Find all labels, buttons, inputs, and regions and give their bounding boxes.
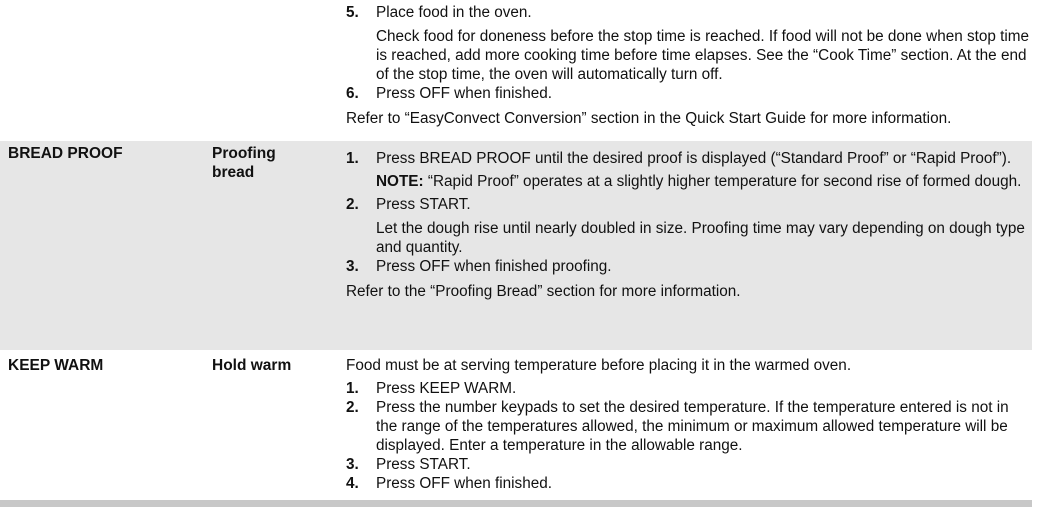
step-number: 6. [346,85,359,102]
step-number: 5. [346,4,359,21]
step-3 [346,257,1030,276]
step-1 [346,379,1030,398]
step-number: 1. [346,380,359,397]
step-3 [346,455,1030,474]
feature-name: KEEP WARM [8,357,104,374]
step-text: Press OFF when finished. [376,475,552,492]
step-1 [346,149,1030,191]
step-number: 3. [346,456,359,473]
table-bottom-rule [0,500,1032,507]
step-text: Press START. [376,196,471,213]
table-row-keep-warm [0,350,1032,500]
step-text: Press BREAD PROOF until the desired proof is displayed (“Standard Proof” or “Rapid Proof”). [376,150,1012,167]
step-number: 1. [346,150,359,167]
step-2 [346,195,1030,257]
step-2 [346,398,1030,455]
step-text: Press OFF when finished. [376,85,552,102]
step-text: Place food in the oven. [376,4,532,21]
step-detail: Let the dough rise until nearly doubled in size. Proofing time may vary depending on dough type and quantity. [376,220,1025,256]
step-detail: Check food for doneness before the stop time is reached. If food will not be done when stop time is reached, add more cooking time before time elapses. See the “Cook Time” section. At the end of the stop time, the oven will automatically turn off. [376,28,1030,83]
note-label: NOTE: [376,173,424,190]
table-row-convect-continued [0,0,1032,141]
step-4 [346,474,1030,493]
function-name: Proofing bread [212,145,276,181]
note-text: “Rapid Proof” operates at a slightly higher temperature for second rise of formed dough. [423,173,1022,190]
step-number: 2. [346,196,359,213]
step-text: Press the number keypads to set the desired temperature. If the temperature entered is not in the range of the temperatures allowed, the minimum or maximum allowed temperature will be displayed. Enter a temperature in the allowable range. [376,399,1009,454]
step-text: Press OFF when finished proofing. [376,258,612,275]
step-5 [346,3,1030,84]
function-name: Hold warm [212,357,292,374]
step-text: Press START. [376,456,471,473]
instructions-cell [346,149,1030,301]
instructions-cell [346,356,1030,493]
feature-name: BREAD PROOF [8,145,123,162]
instructions-cell [346,3,1030,128]
refer-text: Refer to “EasyConvect Conversion” section in the Quick Start Guide for more information. [346,110,952,127]
step-number: 2. [346,399,359,416]
step-6 [346,84,1030,103]
note [376,172,1030,191]
table-row-bread-proof [0,141,1032,350]
step-number: 4. [346,475,359,492]
step-number: 3. [346,258,359,275]
step-text: Press KEEP WARM. [376,380,517,397]
intro-text: Food must be at serving temperature before placing it in the warmed oven. [346,357,852,374]
refer-text: Refer to the “Proofing Bread” section for more information. [346,283,741,300]
